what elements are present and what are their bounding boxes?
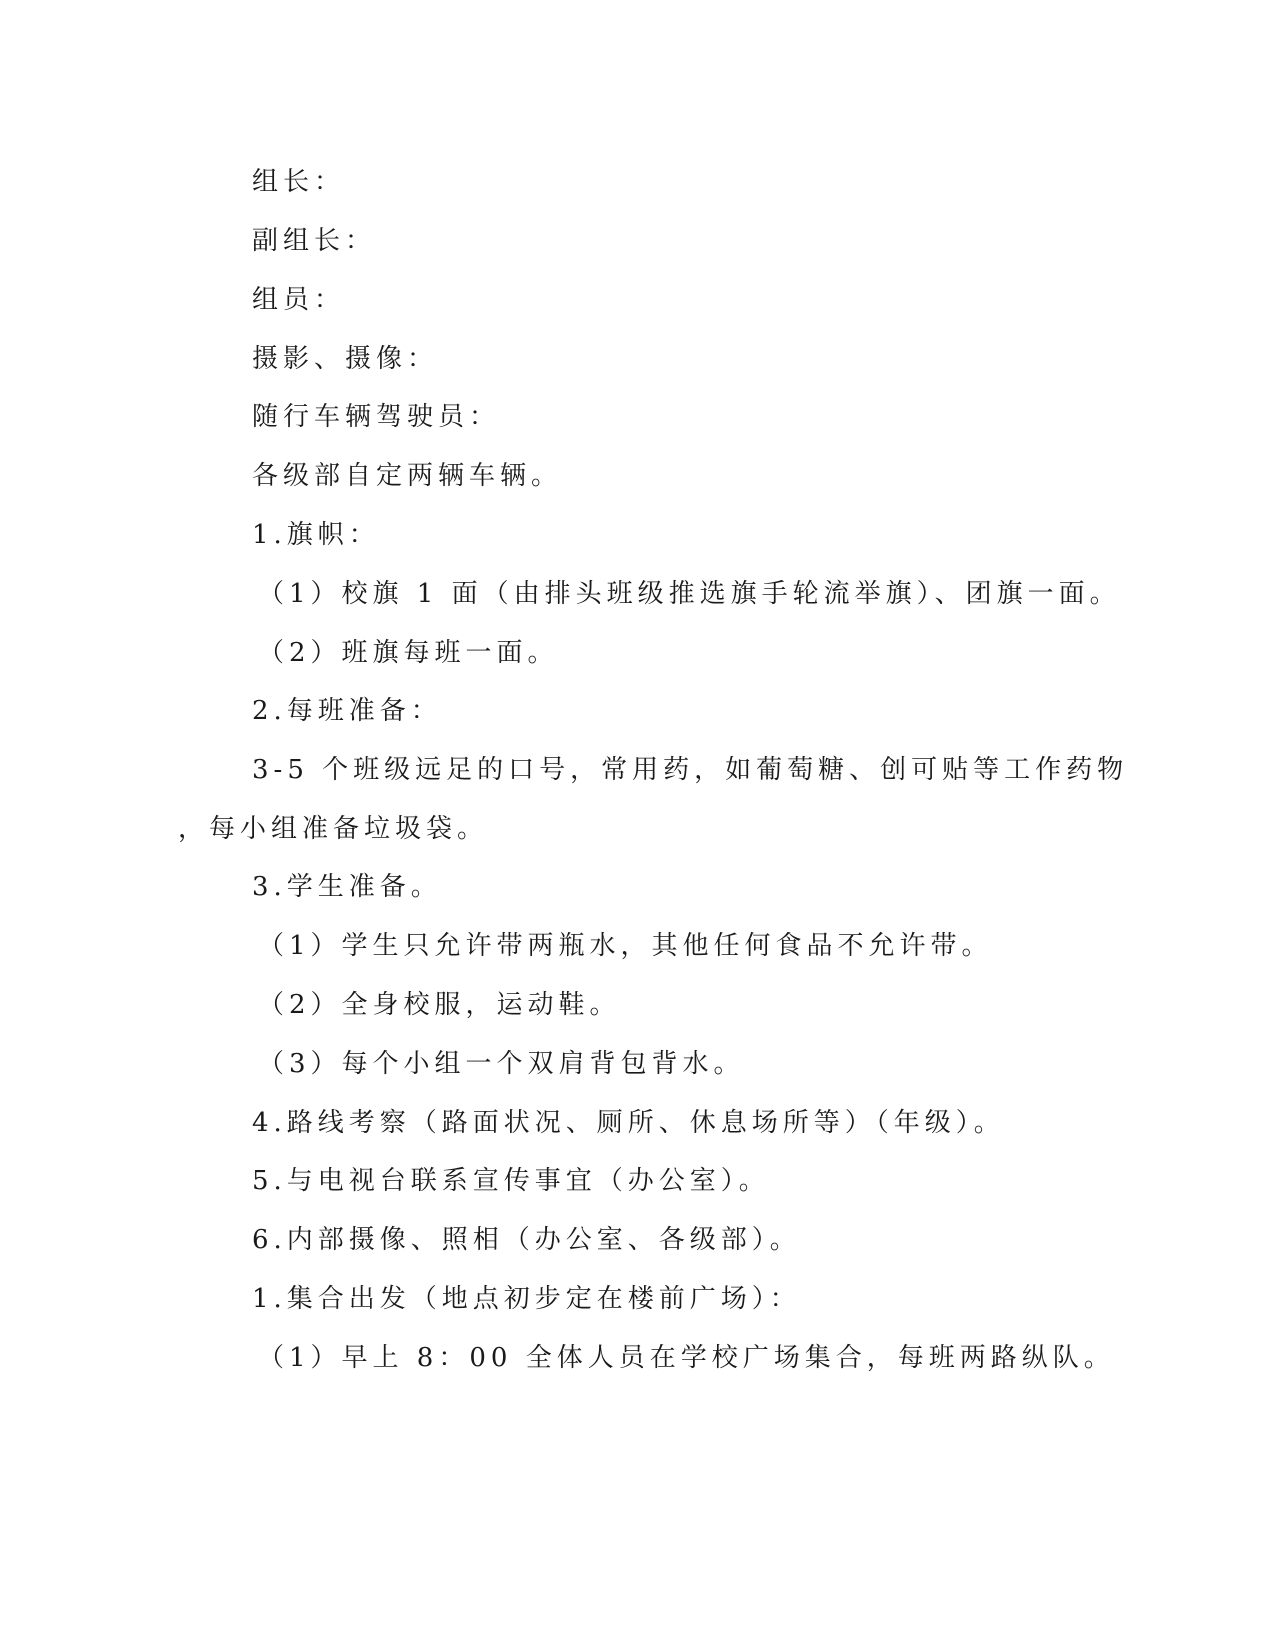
heading-flags: 1.旗帜： bbox=[252, 520, 380, 550]
list-item-flags-2: （2）班旗每班一面。 bbox=[258, 638, 559, 668]
paragraph-deputy-leader: 副组长： bbox=[252, 226, 377, 256]
heading-assembly: 1.集合出发（地点初步定在楼前广场）： bbox=[252, 1284, 801, 1314]
paragraph-class-prep-continued: ，每小组准备垃圾袋。 bbox=[178, 814, 489, 844]
heading-student-prep: 3.学生准备。 bbox=[252, 872, 442, 902]
paragraph-internal-photo: 6.内部摄像、照相（办公室、各级部）。 bbox=[252, 1225, 801, 1255]
list-item-student-3: （3）每个小组一个双肩背包背水。 bbox=[258, 1049, 745, 1079]
paragraph-photography: 摄影、摄像： bbox=[252, 344, 439, 374]
heading-class-prep: 2.每班准备： bbox=[252, 696, 442, 726]
list-item-flags-1: （1）校旗 1 面（由排头班级推选旗手轮流举旗）、团旗一面。 bbox=[258, 579, 1121, 609]
paragraph-team-leader: 组长： bbox=[252, 167, 346, 197]
paragraph-members: 组员： bbox=[252, 285, 346, 315]
paragraph-drivers: 随行车辆驾驶员： bbox=[252, 402, 501, 432]
paragraph-route-survey: 4.路线考察（路面状况、厕所、休息场所等）（年级）。 bbox=[252, 1108, 1005, 1138]
paragraph-class-prep: 3-5 个班级远足的口号，常用药，如葡萄糖、创可贴等工作药物 bbox=[252, 755, 1129, 785]
list-item-student-2: （2）全身校服，运动鞋。 bbox=[258, 990, 621, 1020]
list-item-assembly-1: （1）早上 8：00 全体人员在学校广场集合，每班两路纵队。 bbox=[258, 1343, 1115, 1373]
paragraph-tv-publicity: 5.与电视台联系宣传事宜（办公室）。 bbox=[252, 1166, 770, 1196]
list-item-student-1: （1）学生只允许带两瓶水，其他任何食品不允许带。 bbox=[258, 931, 993, 961]
paragraph-vehicles: 各级部自定两辆车辆。 bbox=[252, 461, 563, 491]
